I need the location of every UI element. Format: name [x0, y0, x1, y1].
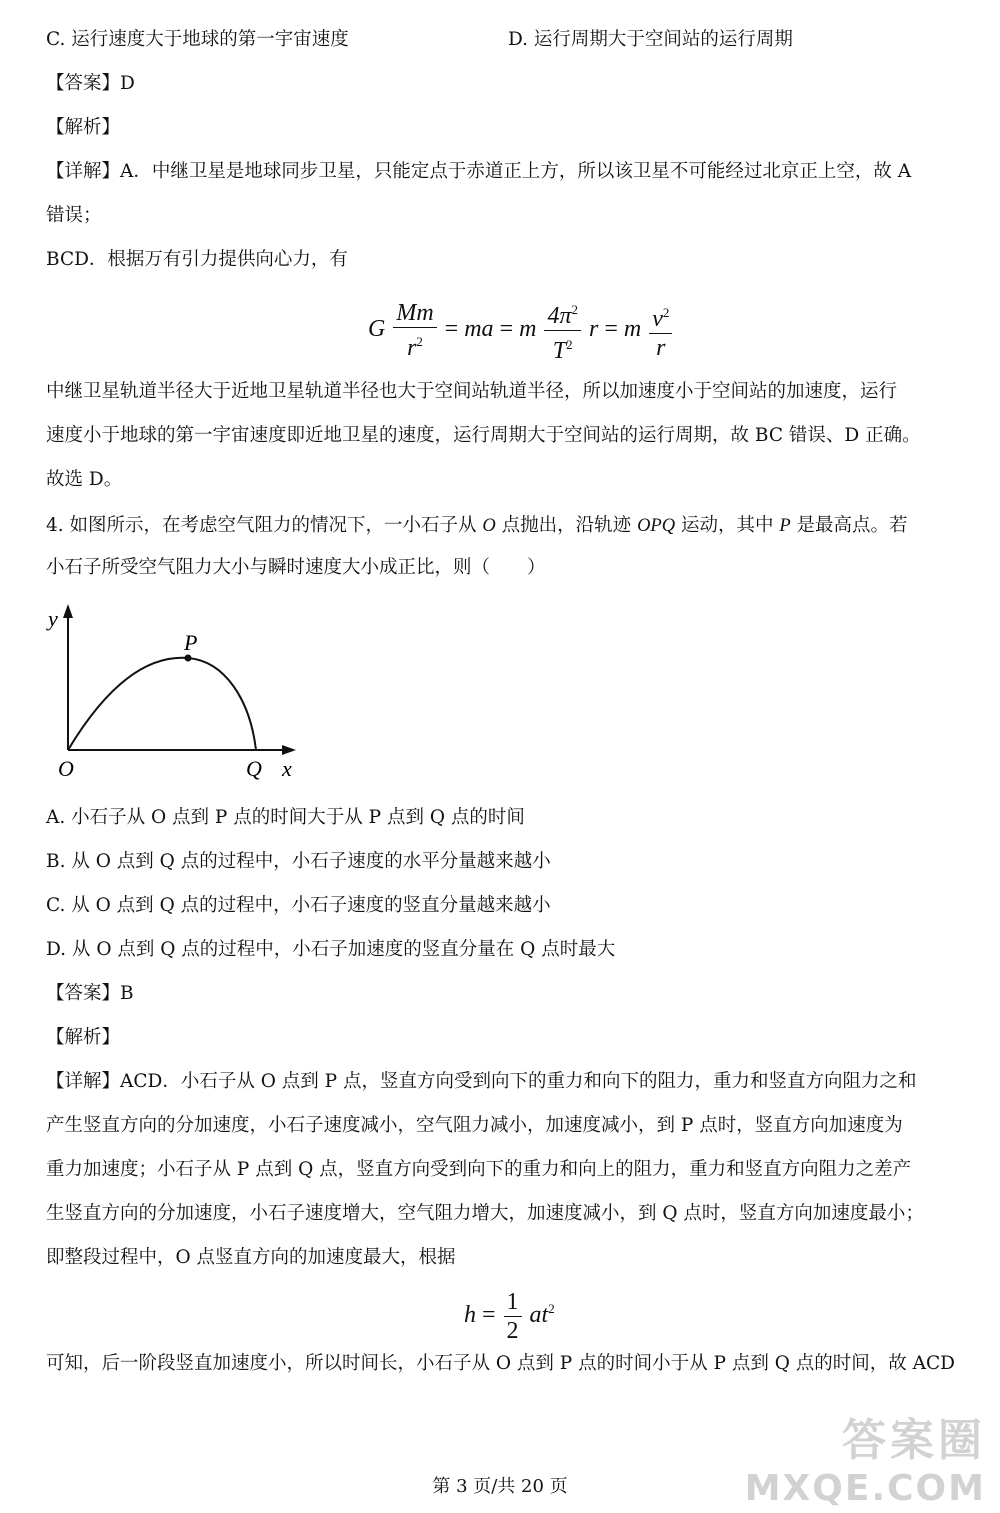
point-p-label: P: [184, 630, 198, 655]
q4-stem-line-2: 小石子所受空气阻力大小与瞬时速度大小成正比，则（ ）: [46, 557, 546, 578]
q3-conclusion-line-1: 中继卫星轨道半径大于近地卫星轨道半径也大于空间站轨道半径，所以加速度小于空间站的加速度，运行: [46, 381, 898, 402]
q4-detail-line-5: 即整段过程中，O 点竖直方向的加速度最大，根据: [46, 1247, 456, 1268]
q4-analysis-heading: 【解析】: [46, 1027, 121, 1048]
q4-detail-line-1: 【详解】ACD．小石子从 O 点到 P 点，竖直方向受到向下的重力和向下的阻力，重力和竖直方向阻力之和: [46, 1071, 917, 1092]
q3-answer: 【答案】D: [46, 73, 135, 94]
point-p-dot: [185, 655, 192, 662]
page-number-footer: 第 3 页/共 20 页: [432, 1476, 568, 1497]
q4-answer: 【答案】B: [46, 983, 134, 1004]
q3-option-d: D. 运行周期大于空间站的运行周期: [508, 29, 793, 50]
origin-o-label: O: [58, 756, 74, 781]
q4-kinematics-formula: h = $\frac{1}{2}$ $at^2$: [464, 1289, 555, 1344]
q4-option-d: D. 从 O 点到 Q 点的过程中，小石子加速度的竖直分量在 Q 点时最大: [46, 939, 616, 960]
q3-detail-line-3: BCD．根据万有引力提供向心力，有: [46, 249, 348, 270]
q4-detail-line-6: 可知，后一阶段竖直加速度小，所以时间长，小石子从 O 点到 P 点的时间小于从 P 点到 Q 点的时间，故 ACD: [46, 1353, 956, 1374]
q3-analysis-heading: 【解析】: [46, 117, 121, 138]
trajectory-figure: [40, 600, 310, 785]
q3-gravitation-formula: G $\frac{Mm}{r^2}$ = ma = m $\frac{4\pi^2}{T^2}$ r = m $\frac{v^2}{r}$: [368, 296, 674, 365]
formula-fraction-4pi2-t2: $\frac{4\pi^2}{T^2}$: [544, 296, 581, 365]
q3-detail-line-1: 【详解】A．中继卫星是地球同步卫星，只能定点于赤道正上方，所以该卫星不可能经过北京正上空，故 A: [46, 161, 912, 182]
q3-option-c: C. 运行速度大于地球的第一宇宙速度: [46, 29, 349, 50]
point-q-label: Q: [246, 756, 262, 781]
formula-g: G: [368, 316, 386, 343]
trajectory-curve: [68, 658, 256, 750]
y-axis-arrow: [63, 604, 73, 618]
watermark-url: MXQE.COM: [744, 1468, 986, 1509]
q4-option-b: B. 从 O 点到 Q 点的过程中，小石子速度的水平分量越来越小: [46, 851, 551, 872]
x-axis-label: x: [282, 756, 292, 781]
y-axis-label: y: [48, 606, 58, 631]
q4-option-c: C. 从 O 点到 Q 点的过程中，小石子速度的竖直分量越来越小: [46, 895, 551, 916]
q4-detail-line-2: 产生竖直方向的分加速度，小石子速度减小，空气阻力减小，加速度减小，到 P 点时，竖直方向加速度为: [46, 1115, 903, 1136]
q4-stem-line-1: 4. 如图所示，在考虑空气阻力的情况下，一小石子从 O 点抛出，沿轨迹 OPQ 运动，其中 P 是最高点。若: [46, 515, 908, 536]
q4-detail-line-4: 生竖直方向的分加速度，小石子速度增大，空气阻力增大，加速度减小，到 Q 点时，竖直方向加速度最小；: [46, 1203, 924, 1224]
q3-conclusion-line-2: 速度小于地球的第一宇宙速度即近地卫星的速度，运行周期大于空间站的运行周期，故 BC 错误、D 正确。: [46, 425, 921, 446]
q3-conclusion-line-3: 故选 D。: [46, 469, 123, 490]
watermark-logo-text: 答案圈: [842, 1415, 986, 1466]
q3-detail-line-2: 错误；: [46, 205, 102, 226]
formula-fraction-v2-r: $\frac{v^2}{r}$: [649, 299, 672, 362]
q4-detail-line-3: 重力加速度；小石子从 P 点到 Q 点，竖直方向受到向下的重力和向上的阻力，重力和竖直方向阻力之差产: [46, 1159, 912, 1180]
formula-fraction-one-half: $\frac{1}{2}$: [504, 1288, 522, 1345]
formula-fraction-mm-r2: $\frac{Mm}{r^2}$: [393, 299, 436, 362]
q4-option-a: A. 小石子从 O 点到 P 点的时间大于从 P 点到 Q 点的时间: [46, 807, 525, 828]
x-axis-arrow: [282, 745, 296, 755]
